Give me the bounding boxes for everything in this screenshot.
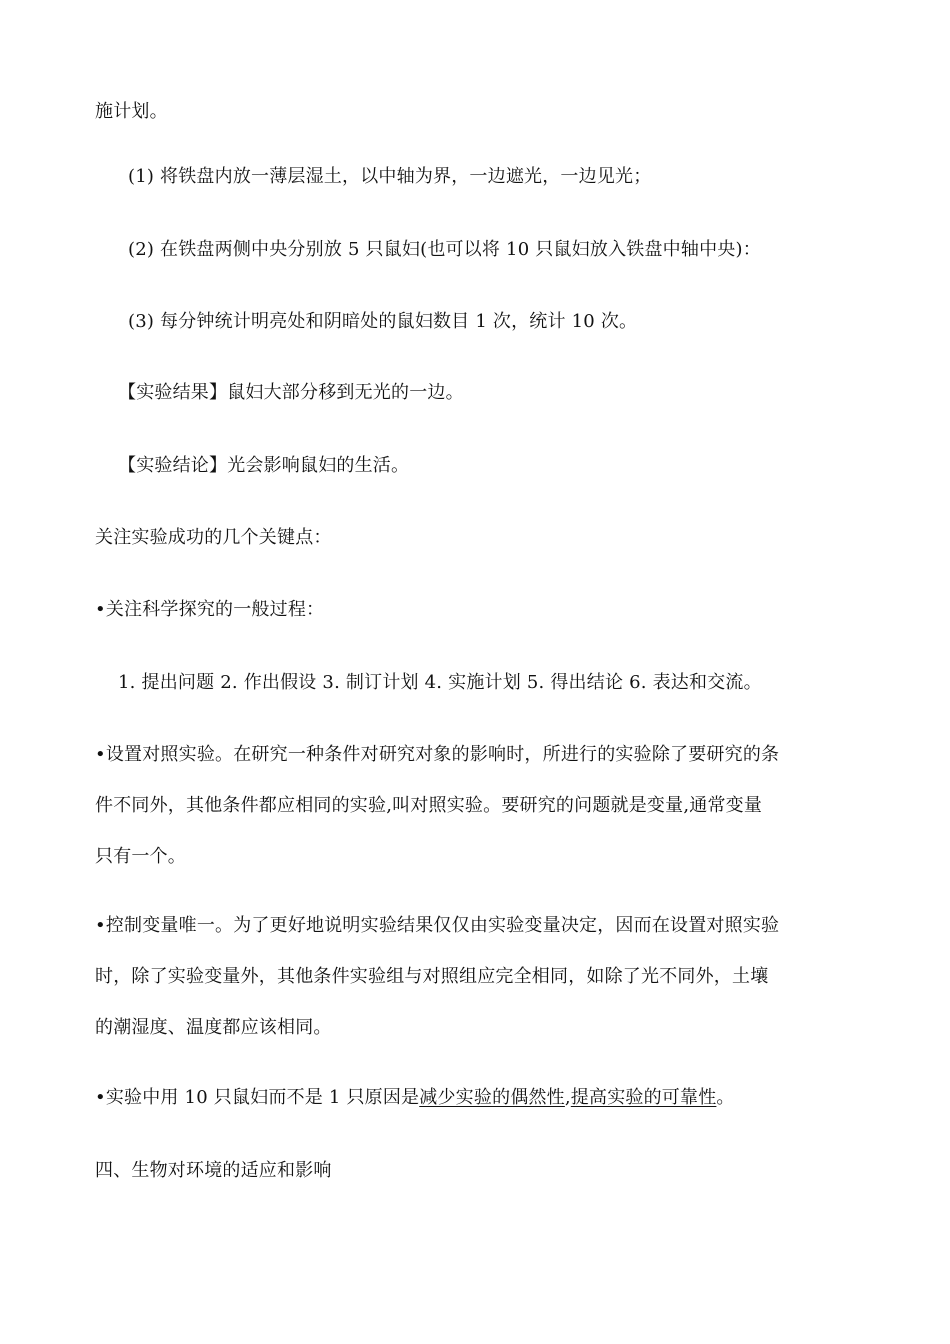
experiment-result: 【实验结果】鼠妇大部分移到无光的一边。 [118,382,464,403]
step-2: (2) 在铁盘两侧中央分别放 5 只鼠妇(也可以将 10 只鼠妇放入铁盘中轴中央)： [128,239,761,260]
underlined-improve-reliability: 提高实验的可靠性 [570,1087,717,1108]
paragraph-continuation: 施计划。 [95,101,168,122]
step-3: (3) 每分钟统计明亮处和阴暗处的鼠妇数目 1 次，统计 10 次。 [128,311,638,332]
bullet-single-variable-line2: 时，除了实验变量外，其他条件实验组与对照组应完全相同，如除了光不同外，土壤 [95,966,769,987]
experiment-conclusion: 【实验结论】光会影响鼠妇的生活。 [118,455,410,476]
bullet-control-experiment-line3: 只有一个。 [95,846,186,867]
period: 。 [716,1087,735,1108]
step-1: (1) 将铁盘内放一薄层湿土，以中轴为界，一边遮光，一边见光； [128,166,652,187]
underlined-reduce-chance: 减少实验的偶然性 [419,1087,565,1108]
key-points-heading: 关注实验成功的几个关键点： [95,527,332,548]
bullet-single-variable-line1: •控制变量唯一。为了更好地说明实验结果仅仅由实验变量决定，因而在设置对照实验 [95,915,780,936]
bullet-general-process: •关注科学探究的一般过程： [95,599,325,620]
section-heading-adaptation: 四、生物对环境的适应和影响 [95,1160,332,1181]
comma-separator: , [564,1087,571,1108]
bullet-control-experiment-line1: •设置对照实验。在研究一种条件对研究对象的影响时，所进行的实验除了要研究的条 [95,744,780,765]
bullet-ten-woodlice [95,1087,735,1109]
bullet-single-variable-line3: 的潮湿度、温度都应该相同。 [95,1017,332,1038]
bullet-control-experiment-line2: 件不同外，其他条件都应相同的实验,叫对照实验。要研究的问题就是变量,通常变量 [95,795,763,816]
process-steps: 1. 提出问题 2. 作出假设 3. 制订计划 4. 实施计划 5. 得出结论 6. 表达和交流。 [118,672,762,693]
ten-woodlice-text: •实验中用 10 只鼠妇而不是 1 只原因是 [95,1087,420,1108]
